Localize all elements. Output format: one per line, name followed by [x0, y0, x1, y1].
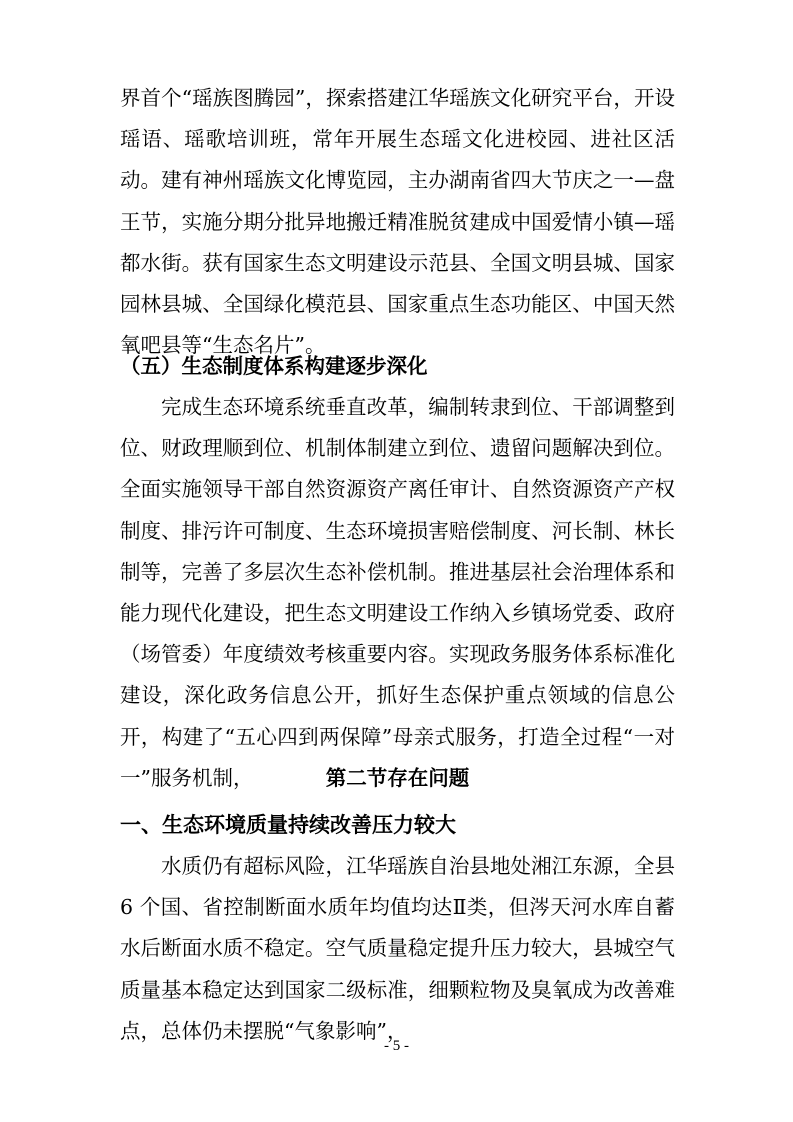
page-number: - 5 - [384, 1038, 409, 1054]
body-paragraph-institution-reform: 完成生态环境系统垂直改革，编制转隶到位、干部调整到位、财政理顺到位、机制体制建立到位、遗留问题解决到位。全面实施领导干部自然资源资产离任审计、自然资源资产产权制度、排污许可制度、生态环境损害赔偿制度、河长制、林长制等，完善了多层次生态补偿机制。推进基层社会治理体系和能力现代化建设，把生态文明建设工作纳入乡镇场党委、政府（场管委）年度绩效考核重要内容。实现政务服务体系标准化建设，深化政务信息公开，抓好生态保护重点领域的信息公开，构建了“五心四到两保障”母亲式服务，打造全过程“一对一”服务机制， [120, 395, 675, 790]
section-heading-eco-institution: （五）生态制度体系构建逐步深化 [120, 354, 428, 378]
body-paragraph-water-air-quality: 水质仍有超标风险，江华瑶族自治县地处湘江东源，全县 6 个国、省控制断面水质年均值均达Ⅱ类，但涔天河水库自蓄水后断面水质不稳定。空气质量稳定提升压力较大，县城空气质量基本稳定达到国家二级标准，细颗粒物及臭氧成为改善难点，总体仍未摆脱“气象影响”， [120, 854, 675, 1043]
chapter-heading-existing-problems: 第二节存在问题 [325, 766, 470, 790]
section-heading-environment-pressure: 一、生态环境质量持续改善压力较大 [120, 813, 456, 837]
body-paragraph-culture: 界首个“瑶族图腾园”，探索搭建江华瑶族文化研究平台，开设瑶语、瑶歌培训班，常年开展生态瑶文化进校园、进社区活动。建有神州瑶族文化博览园，主办湖南省四大节庆之一—盘王节，实施分期分批异地搬迁精准脱贫建成中国爱情小镇—瑶都水街。获有国家生态文明建设示范县、全国文明县城、国家园林县城、全国绿化模范县、国家重点生态功能区、中国天然氧吧县等“生态名片”。 [120, 86, 675, 358]
